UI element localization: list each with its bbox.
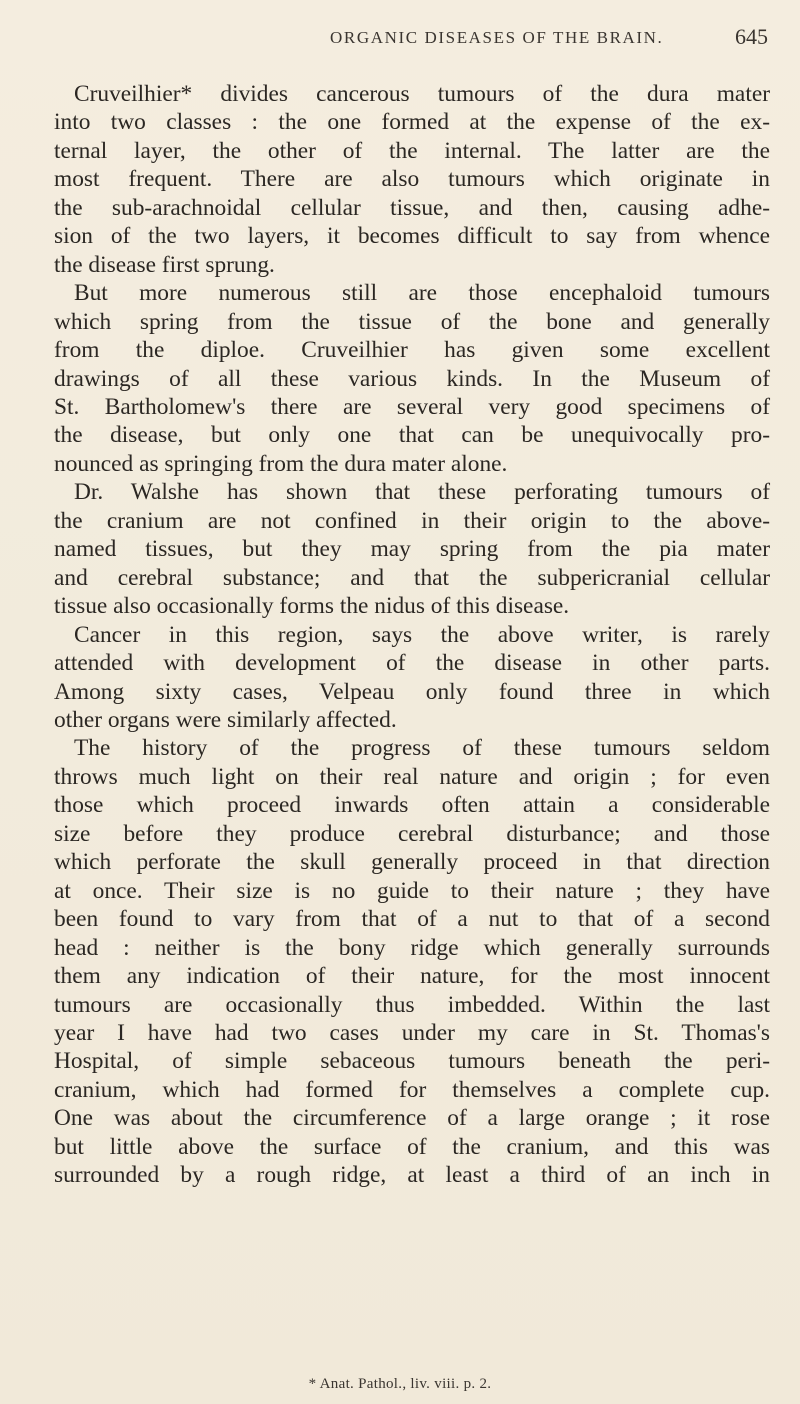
text-line: from the diploe. Cruveilhier has given some excellent <box>54 337 770 364</box>
body-text <box>54 80 770 1190</box>
text-line: named tissues, but they may spring from the pia mater <box>54 536 770 563</box>
text-line: sion of the two layers, it becomes difficult to say from whence <box>54 223 770 250</box>
text-line: and cerebral substance; and that the subpericranial cellular <box>54 564 770 591</box>
text-line: Among sixty cases, Velpeau only found three in which <box>54 678 770 705</box>
text-line: cranium, which had formed for themselves a complete cup. <box>54 1076 770 1103</box>
text-line: St. Bartholomew's there are several very good specimens of <box>54 393 770 420</box>
text-line: the disease, but only one that can be unequivocally pro- <box>54 422 770 449</box>
text-line: year I have had two cases under my care in St. Thomas's <box>54 1019 770 1046</box>
text-line: them any indication of their nature, for the most innocent <box>54 963 770 990</box>
text-line: Cancer in this region, says the above writer, is rarely <box>74 621 770 648</box>
text-line: attended with development of the disease in other parts. <box>54 650 770 677</box>
paragraph <box>54 621 770 735</box>
text-line: which perforate the skull generally proceed in that direction <box>54 849 770 876</box>
text-line: But more numerous still are those encephaloid tumours <box>74 280 770 307</box>
text-line: tumours are occasionally thus imbedded. Within the last <box>54 991 770 1018</box>
text-line: at once. Their size is no guide to their nature ; they have <box>54 877 770 904</box>
text-line: Dr. Walshe has shown that these perforating tumours of <box>74 479 770 506</box>
paragraph <box>54 279 770 478</box>
text-line: the disease first sprung. <box>54 251 275 278</box>
text-line: size before they produce cerebral disturbance; and those <box>54 820 770 847</box>
text-line: those which proceed inwards often attain a considerable <box>54 792 770 819</box>
text-line: ternal layer, the other of the internal. The latter are the <box>54 137 770 164</box>
text-line: been found to vary from that of a nut to that of a second <box>54 906 770 933</box>
text-line: into two classes : the one formed at the expense of the ex- <box>54 109 770 136</box>
text-line: The history of the progress of these tumours seldom <box>74 735 770 762</box>
paragraph <box>54 478 770 620</box>
footnote: * Anat. Pathol., liv. viii. p. 2. <box>308 1376 492 1392</box>
text-line: which spring from the tissue of the bone and generally <box>54 308 770 335</box>
text-line: Cruveilhier* divides cancerous tumours of the dura mater <box>74 81 770 107</box>
text-line: the cranium are not confined in their origin to the above- <box>54 507 770 534</box>
page-number: 645 <box>735 24 768 49</box>
text-line: other organs were similarly affected. <box>54 706 397 733</box>
text-line: surrounded by a rough ridge, at least a third of an inch in <box>54 1162 770 1189</box>
paragraph <box>54 734 770 1189</box>
text-line: the sub-arachnoidal cellular tissue, and then, causing adhe- <box>54 194 770 221</box>
text-line: throws much light on their real nature and origin ; for even <box>54 763 770 790</box>
text-line: most frequent. There are also tumours which originate in <box>54 166 770 193</box>
paragraph <box>54 80 770 279</box>
text-line: but little above the surface of the cranium, and this was <box>54 1133 770 1160</box>
text-line: head : neither is the bony ridge which generally surrounds <box>54 934 770 961</box>
text-line: drawings of all these various kinds. In the Museum of <box>54 365 770 392</box>
text-line: tissue also occasionally forms the nidus of this disease. <box>54 593 570 620</box>
text-line: nounced as springing from the dura mater alone. <box>54 450 508 477</box>
running-head: ORGANIC DISEASES OF THE BRAIN. <box>330 28 664 47</box>
text-line: One was about the circumference of a large orange ; it rose <box>54 1105 770 1132</box>
text-line: Hospital, of simple sebaceous tumours beneath the peri- <box>54 1048 770 1075</box>
